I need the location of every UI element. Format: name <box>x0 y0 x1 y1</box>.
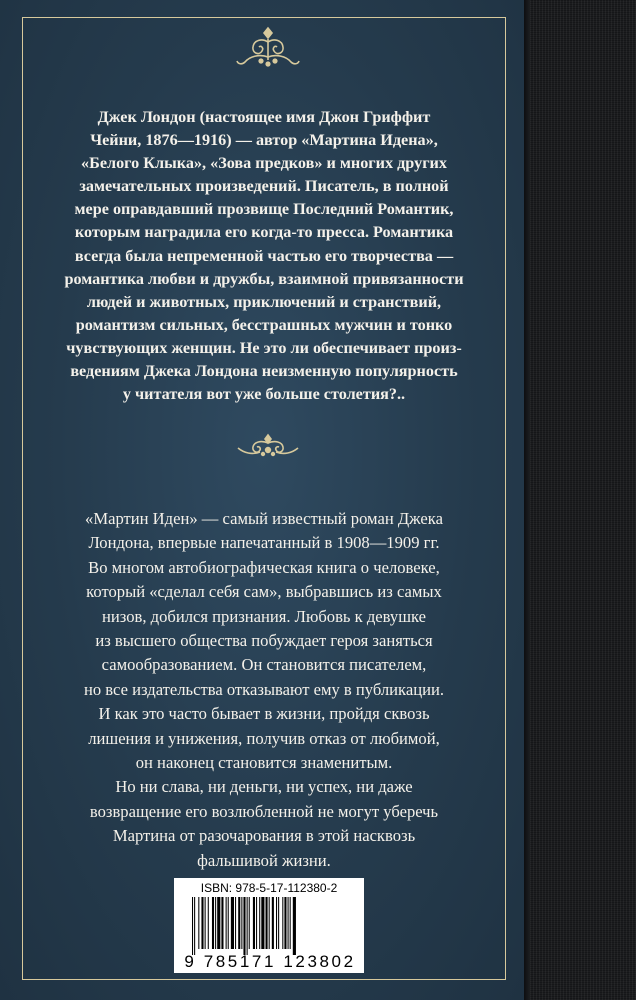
barcode-bar <box>215 897 216 949</box>
barcode-bar <box>272 897 274 949</box>
novel-blurb <box>48 507 480 873</box>
novel-blurb-line: лишения и унижения, получив отказ от любимой, <box>88 728 440 748</box>
barcode-bar <box>266 897 268 949</box>
novel-blurb-line: самообразованием. Он становится писателем, <box>101 655 427 675</box>
novel-blurb-line: возвращение его возлюбленной не могут уберечь <box>89 801 439 821</box>
barcode-bar <box>247 897 248 955</box>
barcode-bar <box>228 897 229 949</box>
barcode-bar <box>290 897 291 949</box>
barcode-bar <box>269 897 270 949</box>
novel-blurb-line: «Мартин Иден» — самый известный роман Джека <box>85 509 443 528</box>
barcode-bar <box>259 897 260 949</box>
novel-blurb-line: фальшивой жизни. <box>197 850 331 870</box>
barcode-bar <box>284 897 286 949</box>
barcode-bar <box>231 897 234 949</box>
barcode-bar <box>261 897 264 949</box>
novel-blurb-line: низов, добился признания. Любовь к девушке <box>102 606 426 626</box>
barcode-bar <box>256 897 257 949</box>
barcode-bar <box>278 897 279 949</box>
novel-blurb-line: Лондона, впервые напечатанный в 1908—1909 гг. <box>88 533 440 553</box>
barcode-bar <box>243 897 245 955</box>
novel-blurb-paragraph <box>48 507 480 775</box>
author-blurb-line: всегда была непременной частью его творчества — <box>74 246 454 265</box>
novel-blurb-line: но все издательства отказывают ему в публикации. <box>83 679 445 699</box>
author-blurb-line: Джек Лондон (настоящее имя Джон Гриффит <box>97 108 431 126</box>
author-blurb-line: «Белого Клыка», «Зова предков» и многих других <box>81 154 447 173</box>
isbn-label: ISBN: 978-5-17-112380-2 <box>200 881 338 895</box>
barcode-bars <box>190 897 350 955</box>
novel-blurb-line: из высшего общества побуждает героя заняться <box>95 631 433 651</box>
barcode-bar <box>194 897 195 955</box>
author-blurb-line: замечательных произведений. Писатель, в полной <box>79 177 449 196</box>
book-spine <box>524 0 636 1000</box>
author-blurb-line: людей и животных, приключений и странствий, <box>86 292 442 311</box>
novel-blurb-line: Мартина от разочарования в этой насквозь <box>112 826 416 846</box>
barcode-bar <box>208 897 209 949</box>
author-blurb-line: ведениям Джека Лондона неизменную популярность <box>70 362 458 381</box>
barcode-bar <box>238 897 240 949</box>
novel-blurb-line: он наконец становится знаменитым. <box>135 753 393 773</box>
barcode-bar <box>205 897 206 949</box>
spine-edge-shadow <box>524 0 530 1000</box>
barcode-bar <box>249 897 250 949</box>
barcode-bar <box>241 897 242 949</box>
novel-blurb-line: который «сделал себя сам», выбравшись из самых <box>86 582 442 602</box>
author-blurb-line: романтизм сильных, бесстрашных мужчин и тонко <box>75 315 453 334</box>
barcode-bar <box>253 897 255 949</box>
barcode-bar <box>221 897 223 949</box>
author-blurb-line: романтика любви и дружбы, взаимной привязанности <box>64 269 464 288</box>
author-blurb-line: чувствующих женщин. Не это ли обеспечивает произ- <box>66 338 462 357</box>
author-blurb-line: у читателя вот уже больше столетия?.. <box>122 385 406 404</box>
isbn-barcode <box>174 878 364 973</box>
author-blurb <box>48 106 480 406</box>
barcode-bar <box>212 897 214 949</box>
author-blurb-line: мере оправдавший прозвище Последний Романтик, <box>74 200 454 219</box>
barcode-bar <box>201 897 203 949</box>
barcode-bar <box>235 897 236 949</box>
novel-blurb-line: И как это часто бывает в жизни, пройдя сквозь <box>98 704 430 724</box>
barcode-bar <box>276 897 277 949</box>
author-blurb-line: Чейни, 1876—1916) — автор «Мартина Идена», <box>90 131 438 150</box>
fleuron-ornament-middle <box>230 432 306 458</box>
novel-blurb-paragraph <box>48 775 480 873</box>
barcode-bar <box>192 897 193 955</box>
barcode-bar <box>293 897 296 955</box>
barcode-digits: 9 785171 123802 <box>184 952 356 971</box>
author-blurb-line: которым наградила его когда-то пресса. Романтика <box>74 223 454 242</box>
novel-blurb-line: Во многом автобиографическая книга о человеке, <box>88 557 440 577</box>
barcode-bar <box>198 897 199 949</box>
barcode-bar <box>282 897 283 949</box>
fleuron-ornament-top <box>228 24 308 68</box>
barcode-bar <box>217 897 220 949</box>
novel-blurb-line: Но ни слава, ни деньги, ни успех, ни даже <box>115 777 413 797</box>
barcode-bar <box>226 897 227 949</box>
barcode-bar <box>288 897 289 949</box>
